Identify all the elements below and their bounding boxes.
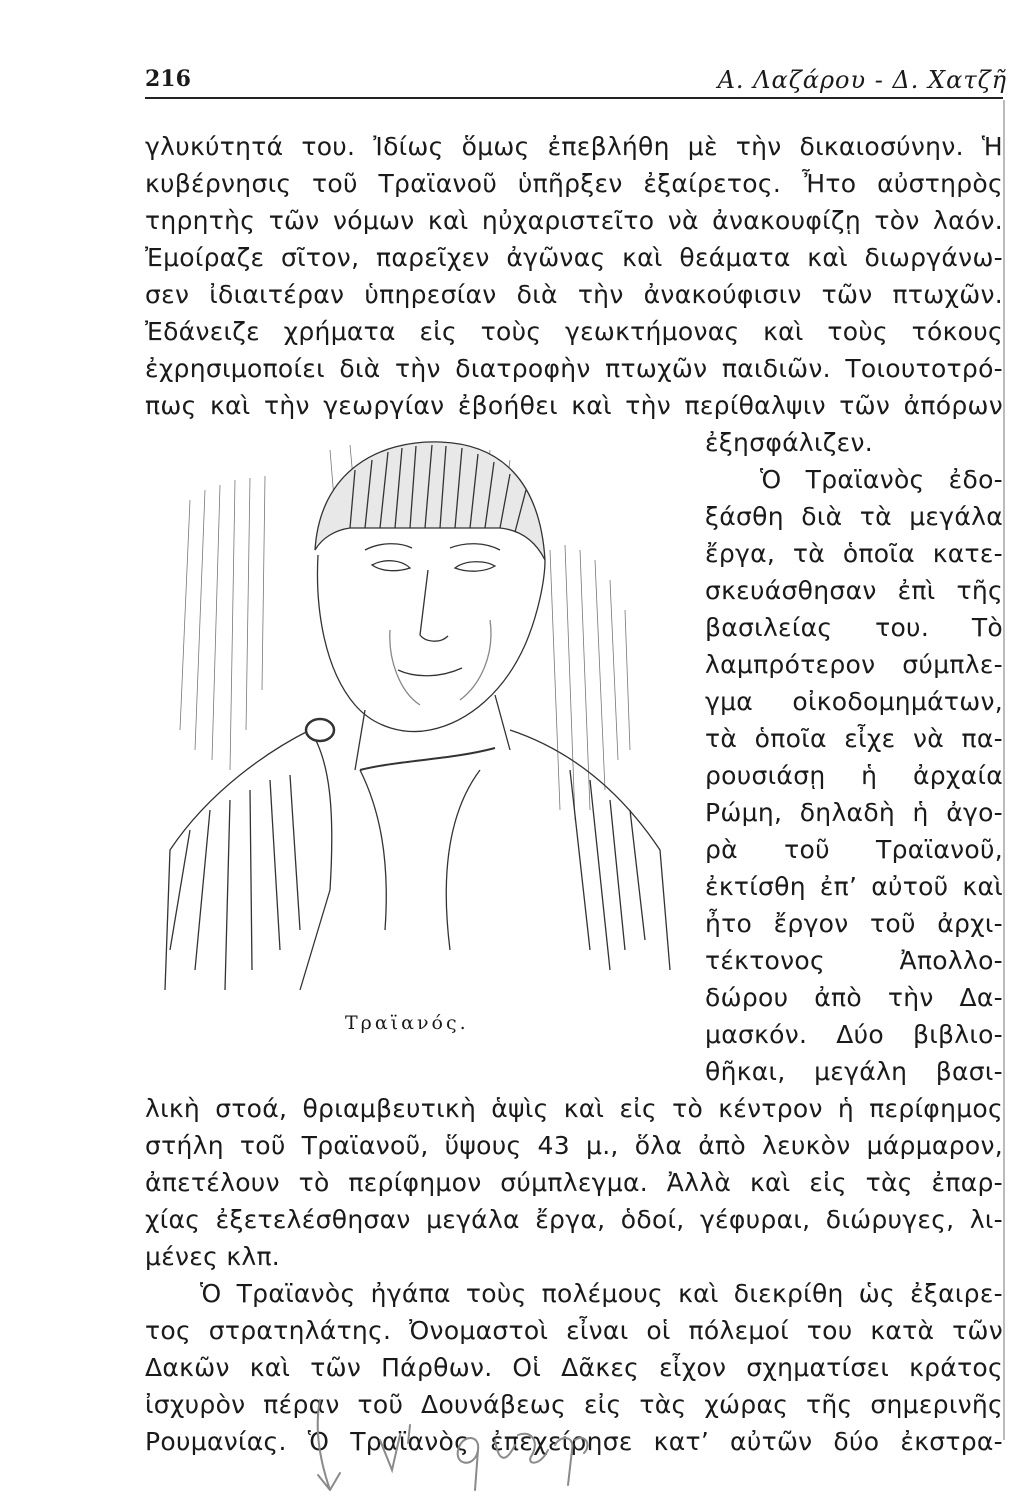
text-line: ξάσθη διὰ τὰ μεγάλα — [705, 502, 1003, 531]
text-line: Ὁ Τραϊανὸς ἠγάπα τοὺς πολέμους καὶ διεκρίθη ὡς ἐξαιρε- — [200, 1279, 1003, 1308]
text-line: κυβέρνησις τοῦ Τραϊανοῦ ὑπῆρξεν ἐξαίρετος. Ἦτο αὐστηρὸς — [145, 169, 1003, 198]
text-line: τὰ ὁποῖα εἶχε νὰ πα- — [705, 724, 1003, 753]
figure-caption: Τραϊανός. — [345, 1012, 469, 1034]
header-rule — [145, 97, 1003, 99]
text-line: χίας ἐξετελέσθησαν μεγάλα ἔργα, ὁδοί, γέφυραι, διώρυγες, λι- — [145, 1205, 1003, 1234]
text-line: σκευάσθησαν ἐπὶ τῆς — [705, 576, 1003, 605]
page-number: 216 — [145, 66, 191, 92]
text-line: Δακῶν καὶ τῶν Πάρθων. Οἱ Δᾶκες εἶχον σχηματίσει κράτος — [145, 1353, 1003, 1382]
text-line: σεν ἰδιαιτέραν ὑπηρεσίαν διὰ τὴν ἀνακούφισιν τῶν πτωχῶν. — [145, 280, 1003, 309]
text-line: ρὰ τοῦ Τραϊανοῦ, — [705, 835, 1003, 864]
text-line: ἔργα, τὰ ὁποῖα κατε- — [705, 539, 1003, 568]
cloak — [165, 730, 670, 990]
text-line: τος στρατηλάτης. Ὀνομαστοὶ εἶναι οἱ πόλεμοί του κατὰ τῶν — [145, 1316, 1003, 1345]
face — [317, 555, 545, 732]
text-line: δώρου ἀπὸ τὴν Δα- — [705, 983, 1003, 1012]
hair — [315, 442, 545, 560]
text-line: ρουσιάσῃ ἡ ἀρχαία — [705, 761, 1003, 790]
text-line: ἐκτίσθη ἐπ’ αὐτοῦ καὶ — [705, 872, 1003, 901]
text-line: ἰσχυρὸν πέραν τοῦ Δουνάβεως εἰς τὰς χώρας τῆς σημερινῆς — [145, 1390, 1003, 1419]
text-line: ἐξησφάλιζεν. — [705, 428, 873, 457]
text-line: Ρώμη, δηλαδὴ ἡ ἀγο- — [705, 798, 1003, 827]
handwritten-annotation — [300, 1395, 620, 1500]
page-header — [145, 62, 1007, 102]
running-title: Α. Λαζάρου - Δ. Χατζῆ — [717, 66, 1007, 94]
text-line: Ἐμοίραζε σῖτον, παρεῖχεν ἀγῶνας καὶ θεάματα καὶ διωργάνω- — [145, 243, 1003, 272]
text-line: γμα οἰκοδομημάτων, — [705, 687, 1003, 716]
text-line: Ἐδάνειζε χρήματα εἰς τοὺς γεωκτήμονας καὶ τοὺς τόκους — [145, 317, 1003, 346]
text-line: ἀπετέλουν τὸ περίφημον σύμπλεγμα. Ἀλλὰ καὶ εἰς τὰς ἐπαρ- — [145, 1168, 1003, 1197]
portrait-engraving — [150, 430, 690, 1030]
brooch — [306, 719, 334, 741]
text-line: τηρητὴς τῶν νόμων καὶ ηὐχαριστεῖτο νὰ ἀνακουφίζῃ τὸν λαόν. — [145, 206, 1003, 235]
text-line: μένες κλπ. — [145, 1242, 281, 1271]
text-line: γλυκύτητά του. Ἰδίως ὅμως ἐπεβλήθη μὲ τὴν δικαιοσύνην. Ἡ — [145, 132, 1003, 161]
text-line: Ὁ Τραϊανὸς ἐδο- — [760, 465, 1003, 494]
text-line: βασιλείας του. Τὸ — [705, 613, 1003, 642]
text-line: τέκτονος Ἀπολλο- — [705, 946, 1003, 975]
text-line: μασκόν. Δύο βιβλιο- — [705, 1020, 1003, 1049]
text-line: λαμπρότερον σύμπλε- — [705, 650, 1003, 679]
page-edge-shadow — [1003, 100, 1005, 1440]
text-line: θῆκαι, μεγάλη βασι- — [705, 1057, 1003, 1086]
text-line: λικὴ στοά, θριαμβευτικὴ ἁψὶς καὶ εἰς τὸ κέντρον ἡ περίφημος — [145, 1094, 1003, 1123]
text-line: ἦτο ἔργον τοῦ ἀρχι- — [705, 909, 1003, 938]
text-line: Ρουμανίας. Ὁ Τραϊανὸς ἐπεχείρησε κατ’ αὐτῶν δύο ἐκστρα- — [145, 1427, 1003, 1456]
text-line: στήλη τοῦ Τραϊανοῦ, ὕψους 43 μ., ὅλα ἀπὸ λευκὸν μάρμαρον, — [145, 1131, 1003, 1160]
text-line: ἐχρησιμοποίει διὰ τὴν διατροφὴν πτωχῶν παιδιῶν. Τοιουτοτρό- — [145, 354, 1003, 383]
text-line: πως καὶ τὴν γεωργίαν ἐβοήθει καὶ τὴν περίθαλψιν τῶν ἀπόρων — [145, 391, 1003, 420]
